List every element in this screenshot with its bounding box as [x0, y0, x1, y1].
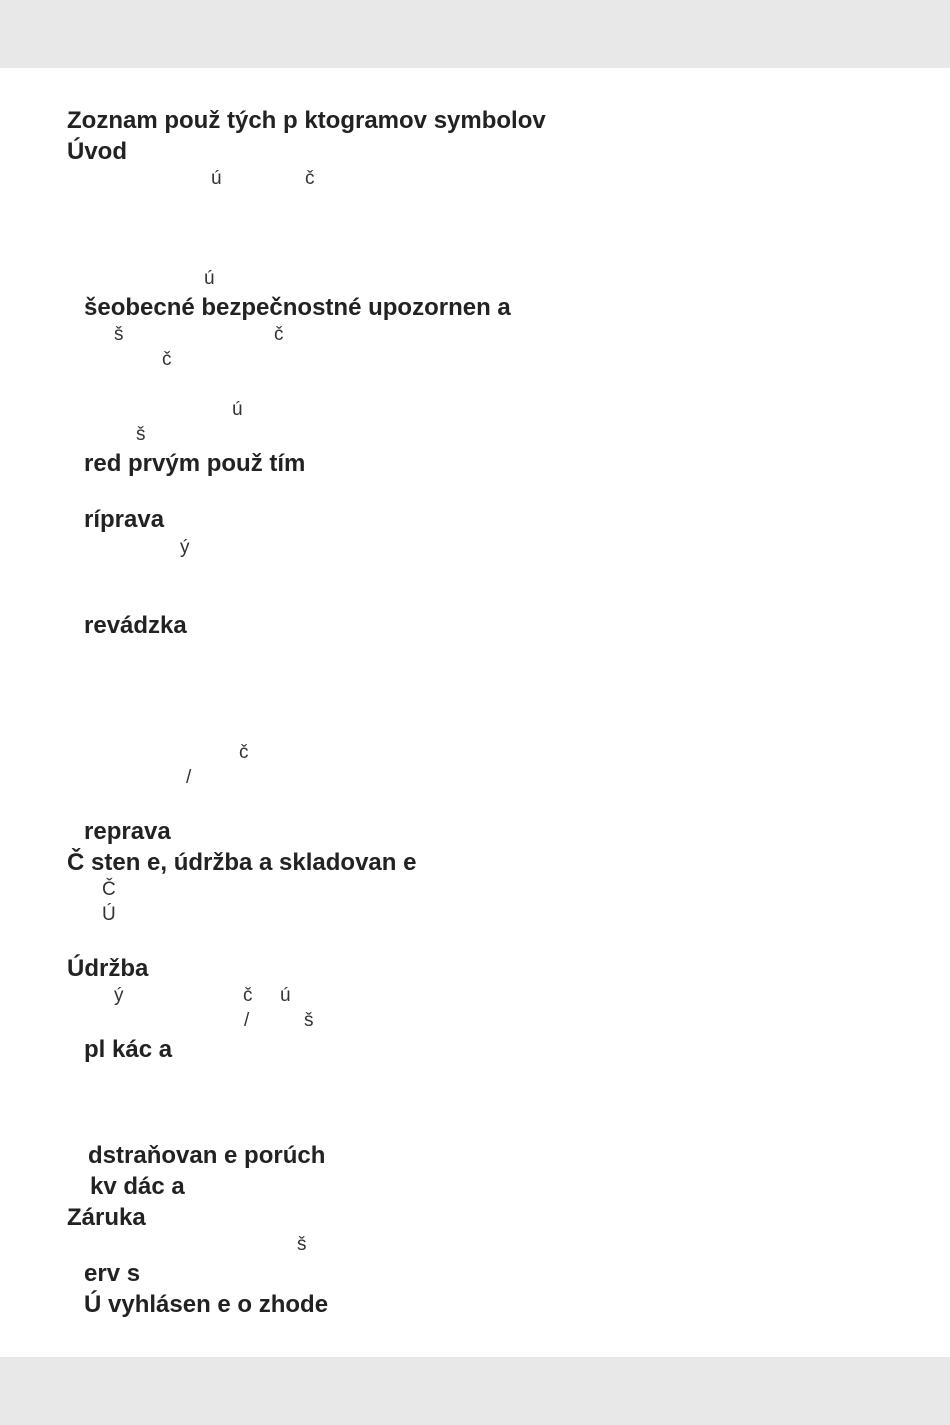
heading-warranty: Záruka: [67, 1204, 146, 1231]
heading-before-first-use: red prvým použ tím: [84, 450, 306, 477]
heading-operation: revádzka: [84, 612, 187, 639]
glyph: ú: [232, 399, 243, 420]
glyph: /: [186, 767, 192, 788]
glyph: Ú: [102, 904, 116, 925]
top-margin-band: [0, 0, 950, 68]
glyph: ú: [211, 168, 222, 189]
heading-disposal: pl kác a: [84, 1036, 173, 1063]
glyph: ú: [280, 985, 291, 1006]
glyph: /: [244, 1010, 250, 1031]
glyph: ú: [204, 268, 215, 289]
glyph: č: [274, 324, 284, 345]
glyph: č: [162, 349, 172, 370]
heading-service: erv s: [84, 1260, 141, 1287]
glyph: ý: [114, 985, 124, 1006]
glyph: Č: [102, 879, 116, 900]
bottom-margin-band: [0, 1357, 950, 1425]
glyph: č: [243, 985, 253, 1006]
heading-declaration-of-conformity: Ú vyhlásen e o zhode: [84, 1291, 329, 1318]
heading-transport: reprava: [84, 818, 171, 845]
glyph: š: [304, 1010, 314, 1031]
heading-qualification: kv dác a: [90, 1173, 185, 1200]
heading-intro: Úvod: [67, 138, 127, 165]
glyph: š: [136, 424, 146, 445]
heading-pictogram-list: Zoznam použ tých p ktogramov symbolov: [67, 107, 546, 134]
glyph: š: [114, 324, 124, 345]
heading-safety-warnings: šeobecné bezpečnostné upozornen a: [84, 294, 511, 321]
heading-troubleshooting: dstraňovan e porúch: [88, 1142, 326, 1169]
heading-cleaning-maintenance-storage: Č sten e, údržba a skladovan e: [67, 849, 417, 876]
glyph: š: [297, 1234, 307, 1255]
heading-preparation: ríprava: [84, 506, 165, 533]
glyph: č: [305, 168, 315, 189]
glyph: č: [239, 742, 249, 763]
heading-maintenance: Údržba: [67, 955, 149, 982]
glyph: ý: [180, 537, 190, 558]
